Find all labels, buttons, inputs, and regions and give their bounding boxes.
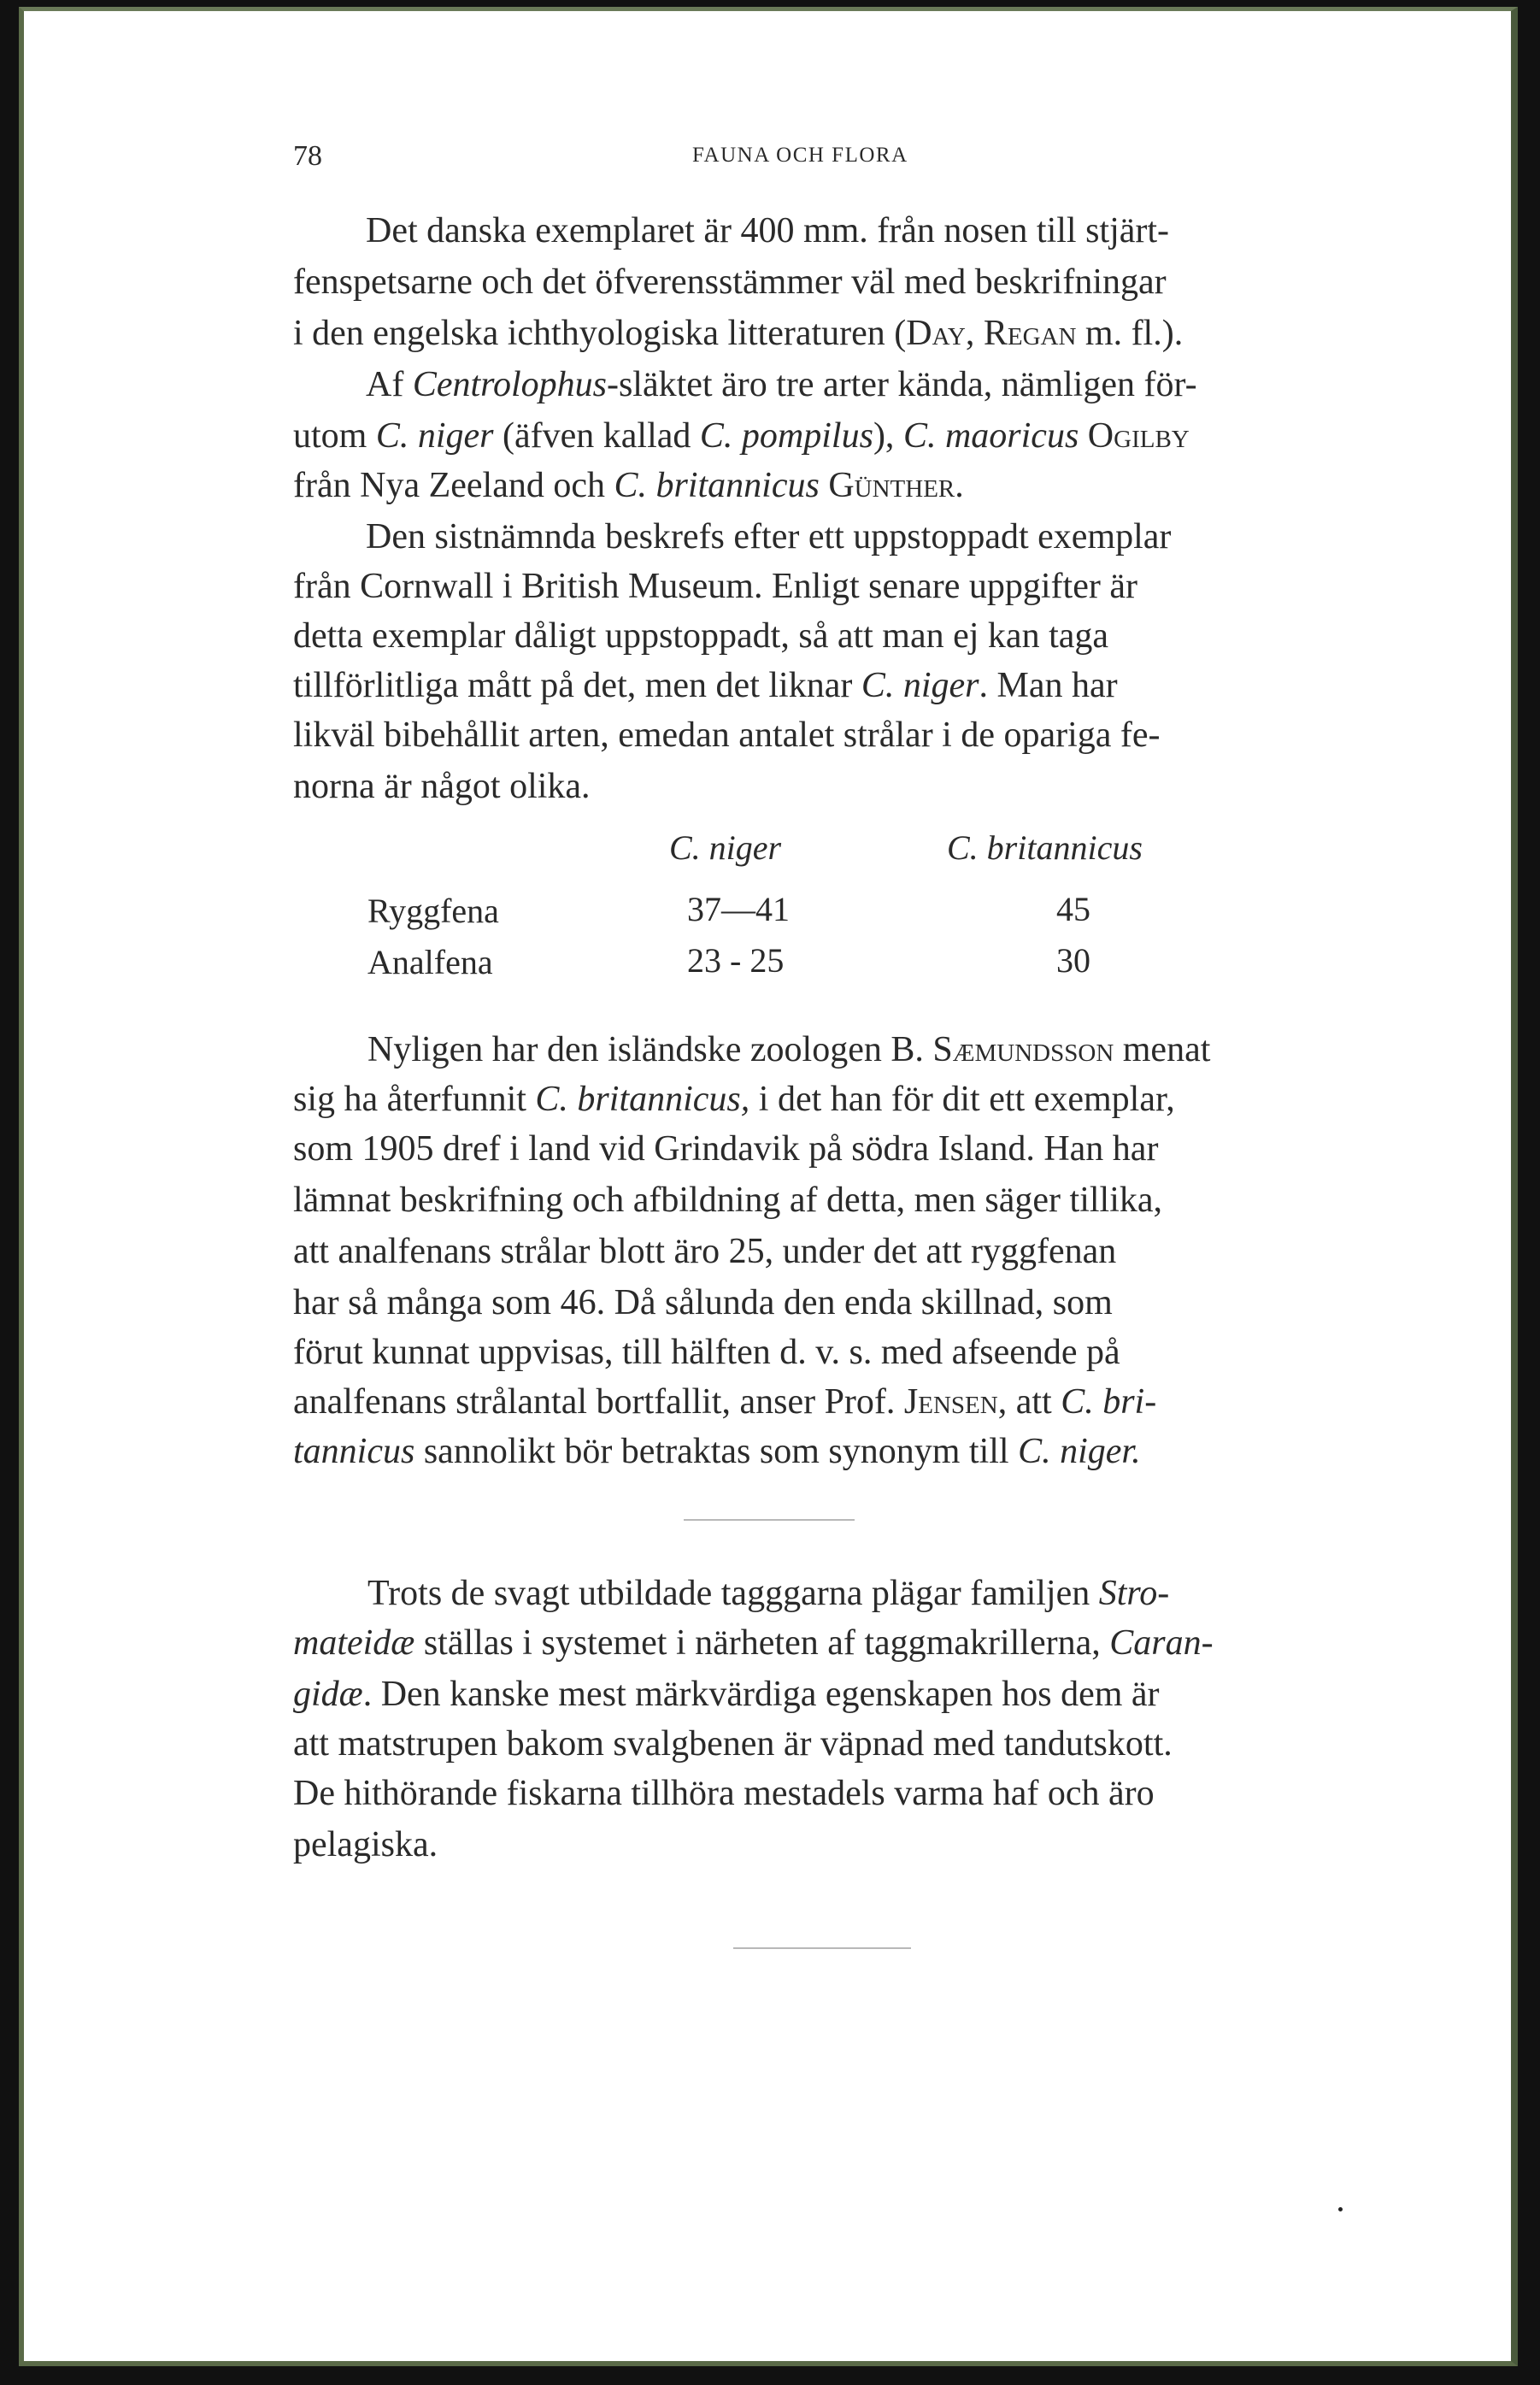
text-run: Trots de svagt utbildade tagggarna plägar familjen (367, 1574, 1099, 1613)
table-row-label: Analfena (367, 943, 493, 981)
text-line (293, 662, 1118, 710)
author-name: Sæmundsson (932, 1030, 1114, 1069)
text-line: Det danska exemplaret är 400 mm. från nosen till stjärt- (366, 211, 1170, 250)
species-name: C. niger (861, 666, 979, 705)
text-run: analfenans strålantal bortfallit, anser Prof. (293, 1382, 904, 1422)
text-line (293, 462, 964, 509)
text-line: norna är något olika. (293, 767, 591, 806)
running-title: FAUNA OCH FLORA (692, 144, 908, 167)
family-name: mateidæ (293, 1623, 415, 1663)
species-name: tannicus (293, 1432, 415, 1471)
text-line (293, 412, 1190, 460)
text-line (293, 1670, 1160, 1718)
species-name: C. bri- (1061, 1382, 1157, 1422)
text-line (293, 1075, 1175, 1123)
text-run: Af (366, 365, 413, 404)
table-cell-niger: 23 - 25 (687, 941, 785, 980)
section-divider (684, 1519, 855, 1521)
text-line: pelagiska. (293, 1825, 438, 1864)
text-line (293, 1619, 1214, 1667)
table-header-niger: C. niger (669, 828, 782, 867)
text-run: . Den kanske mest märkvärdiga egenskapen hos dem är (362, 1675, 1160, 1714)
text-run: sannolikt bör betraktas som synonym till (414, 1432, 1019, 1471)
genus-name: Centrolophus (412, 365, 607, 404)
text-line: lämnat beskrifning och afbildning af detta, men säger tillika, (293, 1181, 1163, 1220)
author-name: Jensen (903, 1382, 998, 1422)
text-line (293, 309, 1183, 357)
text-line: likväl bibehållit arten, emedan antalet strålar i de opariga fe- (293, 716, 1161, 755)
text-run: . Man har (979, 666, 1118, 705)
text-line: fenspetsarne och det öfverensstämmer väl med beskrifningar (293, 262, 1167, 302)
text-run: tillförlitliga mått på det, men det liknar (293, 666, 861, 705)
text-run: Nyligen har den isländske zoologen B. (367, 1030, 933, 1069)
text-line: att analfenans strålar blott äro 25, under det att ryggfenan (293, 1232, 1117, 1271)
family-name: gidæ (293, 1675, 363, 1714)
text-run: i det han för dit ett exemplar, (749, 1080, 1175, 1119)
text-run: ställas i systemet i närheten af taggmakrillerna, (414, 1623, 1110, 1663)
text-line: förut kunnat uppvisas, till hälften d. v. s. med afseende på (293, 1333, 1120, 1372)
text-line (367, 1569, 1169, 1617)
text-run: sig ha återfunnit (293, 1080, 536, 1119)
text-run: (äfven kallad (493, 416, 700, 456)
end-divider (733, 1947, 911, 1949)
text-line (293, 1378, 1156, 1426)
text-line: Den sistnämnda beskrefs efter ett uppstoppadt exemplar (366, 517, 1172, 556)
page-number: 78 (293, 140, 322, 172)
species-name: C. maoricus (902, 416, 1079, 456)
table-cell-niger: 37—41 (687, 890, 790, 928)
text-line: har så många som 46. Då sålunda den enda skillnad, som (293, 1283, 1113, 1322)
text-run: ), (873, 416, 903, 456)
text-line-content: i den engelska ichthyologiska litteraturen (Day, Regan m. fl.). (293, 314, 1184, 353)
text-line: från Cornwall i British Museum. Enligt senare uppgifter är (293, 567, 1137, 606)
text-line: detta exemplar dåligt uppstoppadt, så att man ej kan taga (293, 616, 1109, 656)
species-name: C. britannicus (614, 466, 820, 505)
text-run: utom (293, 416, 376, 456)
species-name: C. niger (375, 416, 494, 456)
text-run: menat (1114, 1030, 1211, 1069)
text-line (367, 1026, 1210, 1074)
table-cell-britannicus: 45 (1056, 890, 1090, 928)
text-line (366, 361, 1197, 409)
table-row-label: Ryggfena (367, 892, 499, 930)
text-line: som 1905 dref i land vid Grindavik på södra Island. Han har (293, 1129, 1159, 1169)
family-name: Stro- (1098, 1574, 1170, 1613)
species-name: C. pompilus (699, 416, 873, 456)
species-name: C. britannicus, (535, 1080, 750, 1119)
text-line: att matstrupen bakom svalgbenen är väpnad med tandutskott. (293, 1724, 1173, 1764)
table-cell-britannicus: 30 (1056, 941, 1090, 980)
text-run: , att (997, 1382, 1061, 1422)
author-name: Günther. (819, 466, 964, 505)
species-name: C. niger. (1018, 1432, 1141, 1471)
text-line: De hithörande fiskarna tillhöra mestadels varma haf och äro (293, 1774, 1155, 1813)
speck-mark (1338, 2207, 1343, 2211)
table-header-britannicus: C. britannicus (947, 828, 1143, 867)
text-run: -släktet äro tre arter kända, nämligen för- (606, 365, 1197, 404)
text-line (293, 1428, 1141, 1475)
text-run: från Nya Zeeland och (293, 466, 614, 505)
author-name: Ogilby (1079, 416, 1190, 456)
family-name: Caran- (1109, 1623, 1214, 1663)
